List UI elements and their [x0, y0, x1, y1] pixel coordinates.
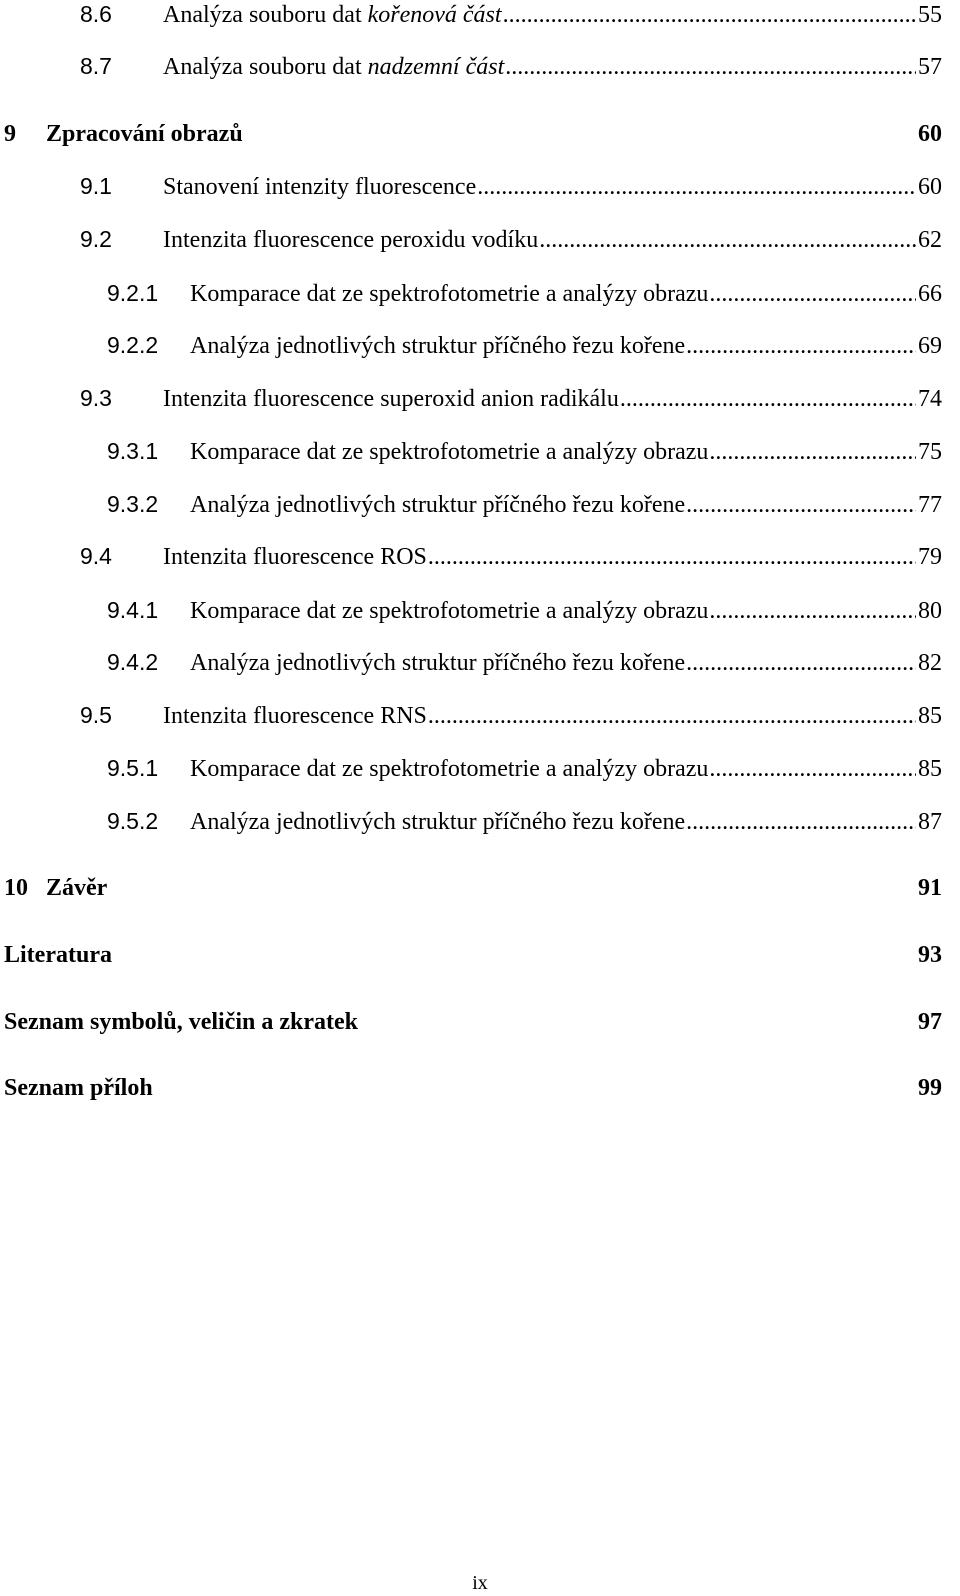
toc-entry-page: 69 [918, 333, 942, 359]
toc-entry-page: 55 [918, 2, 942, 28]
toc-entry-page: 60 [918, 174, 942, 200]
toc-entry-number: 9.3 [80, 385, 112, 411]
toc-entry-number: 9.4.2 [107, 649, 159, 675]
toc-entry-number: 10 [4, 875, 28, 901]
toc-entry-page: 82 [918, 650, 942, 676]
toc-dot-leader [428, 698, 916, 734]
toc-entry-page: 75 [918, 439, 942, 465]
toc-dot-leader [620, 381, 916, 417]
toc-dot-leader [686, 328, 916, 364]
toc-entry-page: 66 [918, 281, 942, 307]
toc-entry-number: 8.6 [80, 1, 112, 27]
toc-entry-number: 9.5 [80, 702, 112, 728]
toc-entry-page: 97 [918, 1009, 942, 1035]
toc-entry-page: 80 [918, 598, 942, 624]
toc-dot-leader [686, 487, 916, 523]
toc-entry-9-2[interactable] [80, 221, 942, 257]
toc-entry-title: Analýza jednotlivých struktur příčného řezu kořene [190, 333, 686, 359]
toc-entry-number: 9.3.1 [107, 438, 159, 464]
toc-entry-number: 9.1 [80, 173, 112, 199]
toc-entry-title: Seznam symbolů, veličin a zkratek [4, 1009, 358, 1035]
toc-entry-title: Literatura [4, 942, 112, 968]
toc-entry-9-5-1[interactable] [107, 750, 942, 786]
toc-entry-title: Stanovení intenzity fluorescence [163, 174, 477, 200]
toc-entry-title: Komparace dat ze spektrofotometrie a analýzy obrazu [190, 756, 709, 782]
toc-entry-title: Intenzita fluorescence peroxidu vodíku [163, 227, 539, 253]
toc-chapter-literatura[interactable] [4, 937, 942, 973]
toc-entry-page: 87 [918, 809, 942, 835]
toc-entry-8-7[interactable] [80, 48, 942, 84]
toc-entry-page: 57 [918, 54, 942, 80]
toc-entry-title: Komparace dat ze spektrofotometrie a analýzy obrazu [190, 439, 709, 465]
toc-entry-9-5[interactable] [80, 697, 942, 733]
toc-entry-page: 77 [918, 492, 942, 518]
toc-dot-leader [505, 49, 916, 85]
toc-entry-number: 9.2 [80, 226, 112, 252]
toc-dot-leader [686, 645, 916, 681]
toc-entry-9-4-2[interactable] [107, 644, 942, 680]
toc-entry-page: 60 [918, 121, 942, 147]
toc-entry-9-4[interactable] [80, 538, 942, 574]
toc-dot-leader [539, 222, 916, 258]
toc-entry-number: 9.5.1 [107, 755, 159, 781]
toc-chapter-seznam-symbolu[interactable] [4, 1004, 942, 1040]
toc-entry-page: 62 [918, 227, 942, 253]
toc-entry-9-4-1[interactable] [107, 592, 942, 628]
toc-dot-leader [686, 804, 916, 840]
toc-entry-9-5-2[interactable] [107, 803, 942, 839]
toc-entry-page: 99 [918, 1075, 942, 1101]
toc-entry-title: Komparace dat ze spektrofotometrie a analýzy obrazu [190, 281, 709, 307]
toc-dot-leader [709, 593, 916, 629]
toc-entry-page: 74 [918, 386, 942, 412]
toc-entry-number: 9.5.2 [107, 808, 159, 834]
toc-entry-number: 9.4.1 [107, 597, 159, 623]
toc-entry-title: Závěr [46, 875, 108, 901]
toc-entry-title: Intenzita fluorescence superoxid anion radikálu [163, 386, 619, 412]
toc-entry-9-3[interactable] [80, 380, 942, 416]
toc-entry-title: Komparace dat ze spektrofotometrie a analýzy obrazu [190, 598, 709, 624]
toc-entry-number: 8.7 [80, 53, 112, 79]
toc-entry-page: 91 [918, 875, 942, 901]
toc-entry-number: 9 [4, 121, 16, 147]
toc-entry-9-2-2[interactable] [107, 327, 942, 363]
toc-entry-number: 9.2.1 [107, 280, 159, 306]
toc-entry-title: Analýza souboru dat kořenová část [163, 2, 502, 28]
toc-entry-title: Analýza souboru dat nadzemní část [163, 54, 505, 80]
toc-entry-number: 9.4 [80, 543, 112, 569]
toc-entry-title: Intenzita fluorescence ROS [163, 544, 427, 570]
toc-entry-page: 85 [918, 756, 942, 782]
toc-entry-9-3-2[interactable] [107, 486, 942, 522]
toc-entry-page: 93 [918, 942, 942, 968]
toc-entry-number: 9.2.2 [107, 332, 159, 358]
toc-dot-leader [503, 0, 916, 33]
toc-entry-title: Analýza jednotlivých struktur příčného řezu kořene [190, 650, 686, 676]
toc-dot-leader [709, 751, 916, 787]
page-number-footer: ix [472, 1572, 488, 1594]
toc-entry-title: Intenzita fluorescence RNS [163, 703, 427, 729]
toc-entry-title: Analýza jednotlivých struktur příčného řezu kořene [190, 809, 686, 835]
toc-dot-leader [428, 539, 916, 575]
toc-dot-leader [709, 276, 916, 312]
toc-chapter-10[interactable] [4, 870, 942, 906]
toc-entry-9-3-1[interactable] [107, 433, 942, 469]
toc-dot-leader [477, 169, 916, 205]
toc-entry-title: Analýza jednotlivých struktur příčného řezu kořene [190, 492, 686, 518]
toc-entry-9-1[interactable] [80, 168, 942, 204]
toc-entry-page: 85 [918, 703, 942, 729]
toc-entry-8-6[interactable] [80, 0, 942, 32]
toc-entry-number: 9.3.2 [107, 491, 159, 517]
toc-chapter-seznam-priloh[interactable] [4, 1070, 942, 1106]
toc-entry-9-2-1[interactable] [107, 275, 942, 311]
toc-chapter-9[interactable] [4, 116, 942, 152]
toc-entry-title: Seznam příloh [4, 1075, 153, 1101]
toc-entry-title: Zpracování obrazů [46, 121, 243, 147]
toc-dot-leader [709, 434, 916, 470]
toc-entry-page: 79 [918, 544, 942, 570]
